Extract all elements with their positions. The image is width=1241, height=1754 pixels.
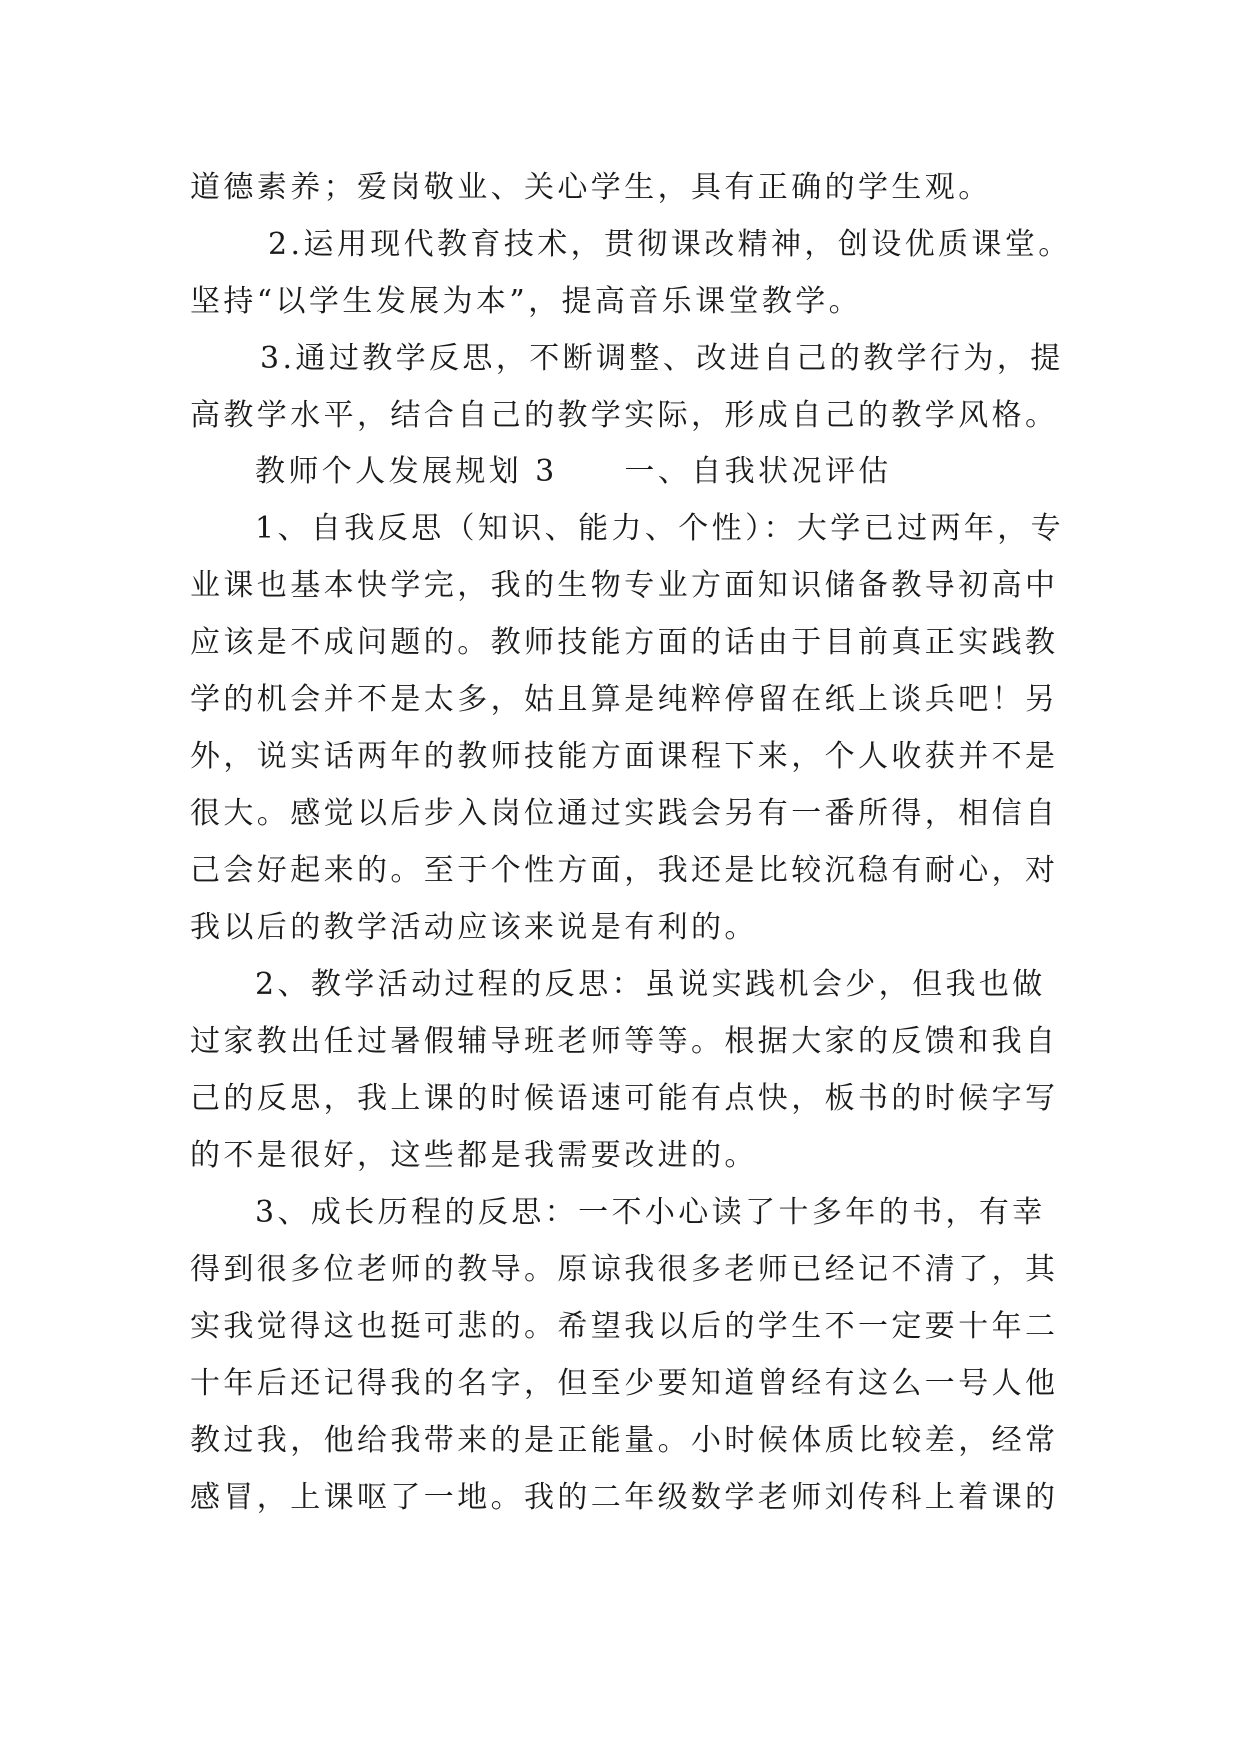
text-line-18: 的不是很好，这些都是我需要改进的。: [190, 1138, 758, 1173]
text-line-23: 教过我，他给我带来的是正能量。小时候体质比较差，经常: [190, 1423, 1059, 1458]
text-line-12: 很大。感觉以后步入岗位通过实践会另有一番所得，相信自: [190, 796, 1059, 831]
text-line-21: 实我觉得这也挺可悲的。希望我以后的学生不一定要十年二: [190, 1309, 1059, 1344]
text-line-3: 坚持“以学生发展为本”，提高音乐课堂教学。: [190, 284, 863, 319]
text-line-20: 得到很多位老师的教导。原谅我很多老师已经记不清了，其: [190, 1252, 1059, 1287]
text-line-15: 2、教学活动过程的反思：虽说实践机会少，但我也做: [255, 967, 1046, 1002]
text-line-7: 1、自我反思（知识、能力、个性）：大学已过两年，专: [255, 511, 1065, 546]
text-line-22: 十年后还记得我的名字，但至少要知道曾经有这么一号人他: [190, 1366, 1059, 1401]
text-line-14: 我以后的教学活动应该来说是有利的。: [190, 910, 758, 945]
text-line-19: 3、成长历程的反思：一不小心读了十多年的书，有幸: [255, 1195, 1046, 1230]
text-line-11: 外，说实话两年的教师技能方面课程下来，个人收获并不是: [190, 739, 1059, 774]
text-line-5: 高教学水平，结合自己的教学实际，形成自己的教学风格。: [190, 398, 1059, 433]
text-line-16: 过家教出任过暑假辅导班老师等等。根据大家的反馈和我自: [190, 1024, 1059, 1059]
text-line-17: 己的反思，我上课的时候语速可能有点快，板书的时候字写: [190, 1081, 1059, 1116]
text-line-10: 学的机会并不是太多，姑且算是纯粹停留在纸上谈兵吧！另: [190, 682, 1059, 717]
section-heading: 教师个人发展规划 3 一、自我状况评估: [255, 454, 892, 489]
text-line-9: 应该是不成问题的。教师技能方面的话由于目前真正实践教: [190, 625, 1059, 660]
text-line-8: 业课也基本快学完，我的生物专业方面知识储备教导初高中: [190, 568, 1059, 603]
text-line-13: 己会好起来的。至于个性方面，我还是比较沉稳有耐心，对: [190, 853, 1059, 888]
text-line-24: 感冒，上课呕了一地。我的二年级数学老师刘传科上着课的: [190, 1480, 1059, 1515]
text-line-2: 2.运用现代教育技术，贯彻课改精神，创设优质课堂。: [268, 227, 1072, 262]
text-line-1: 道德素养；爱岗敬业、关心学生，具有正确的学生观。: [190, 170, 992, 205]
text-line-4: 3.通过教学反思，不断调整、改进自己的教学行为，提: [260, 341, 1064, 376]
